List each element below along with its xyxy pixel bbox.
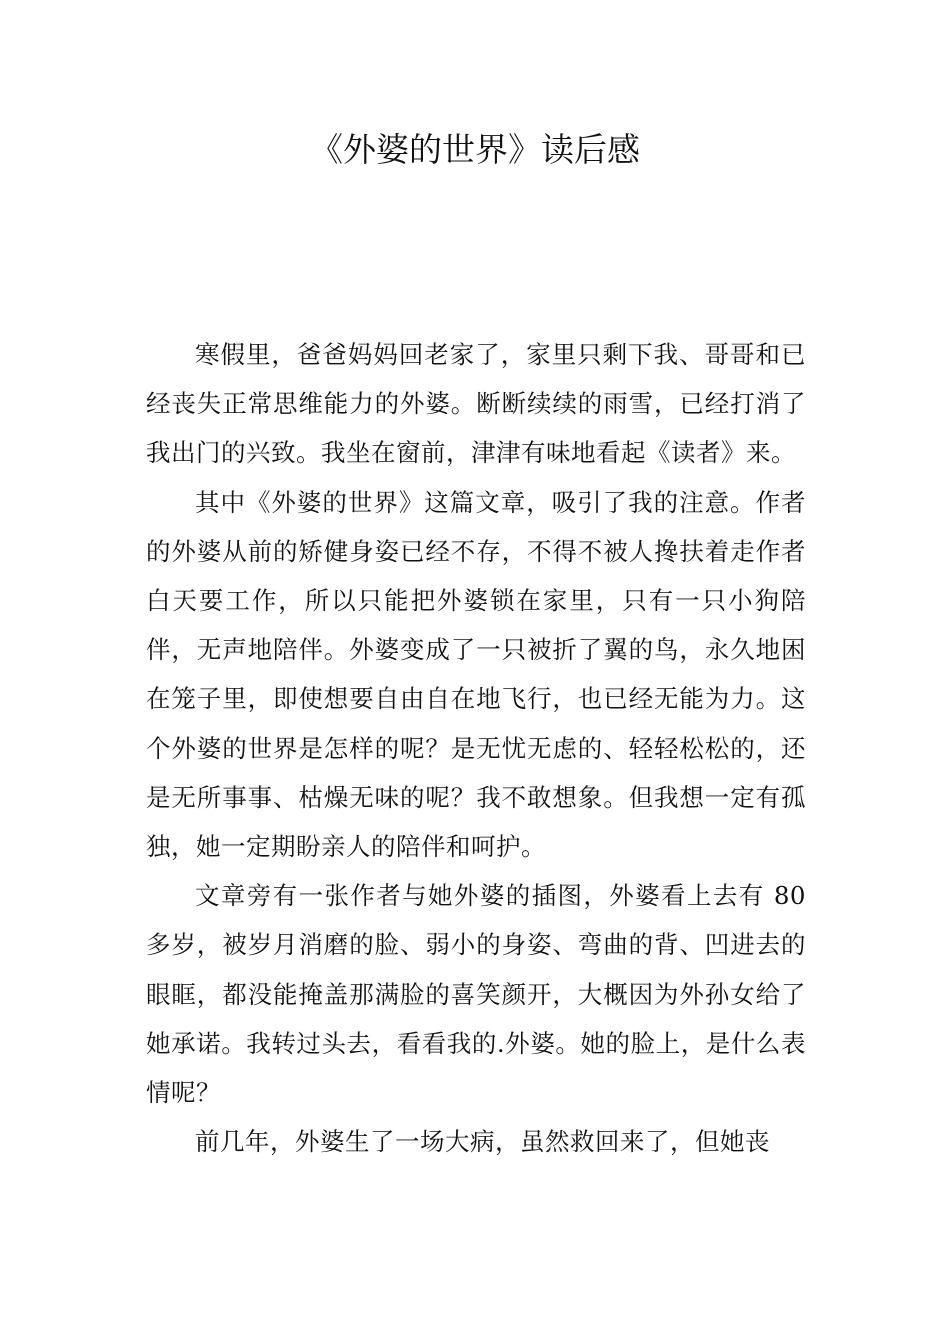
document-body [146,330,806,1166]
paragraph-3: 文章旁有一张作者与她外婆的插图，外婆看上去有 80 多岁，被岁月消磨的脸、弱小的身姿、弯曲的背、凹进去的眼眶，都没能掩盖那满脸的喜笑颜开，大概因为外孙女给了她承诺。我转过头去，看看我的.外婆。她的脸上，是什么表情呢？ [146,881,806,1108]
page-title: 《外婆的世界》读后感 [310,130,640,169]
paragraph-2: 其中《外婆的世界》这篇文章，吸引了我的注意。作者的外婆从前的矫健身姿已经不存，不得不被人搀扶着走作者白天要工作，所以只能把外婆锁在家里，只有一只小狗陪伴，无声地陪伴。外婆变成了一只被折了翼的鸟，永久地困在笼子里，即使想要自由自在地飞行，也已经无能为力。这个外婆的世界是怎样的呢？是无忧无虑的、轻轻松松的，还是无所事事、枯燥无味的呢？我不敢想象。但我想一定有孤独，她一定期盼亲人的陪伴和呵护。 [146,487,806,862]
paragraph-1: 寒假里，爸爸妈妈回老家了，家里只剩下我、哥哥和已经丧失正常思维能力的外婆。断断续续的雨雪，已经打消了我出门的兴致。我坐在窗前，津津有味地看起《读者》来。 [146,340,806,468]
paragraph-4: 前几年，外婆生了一场大病，虽然救回来了，但她丧 [195,1127,770,1157]
